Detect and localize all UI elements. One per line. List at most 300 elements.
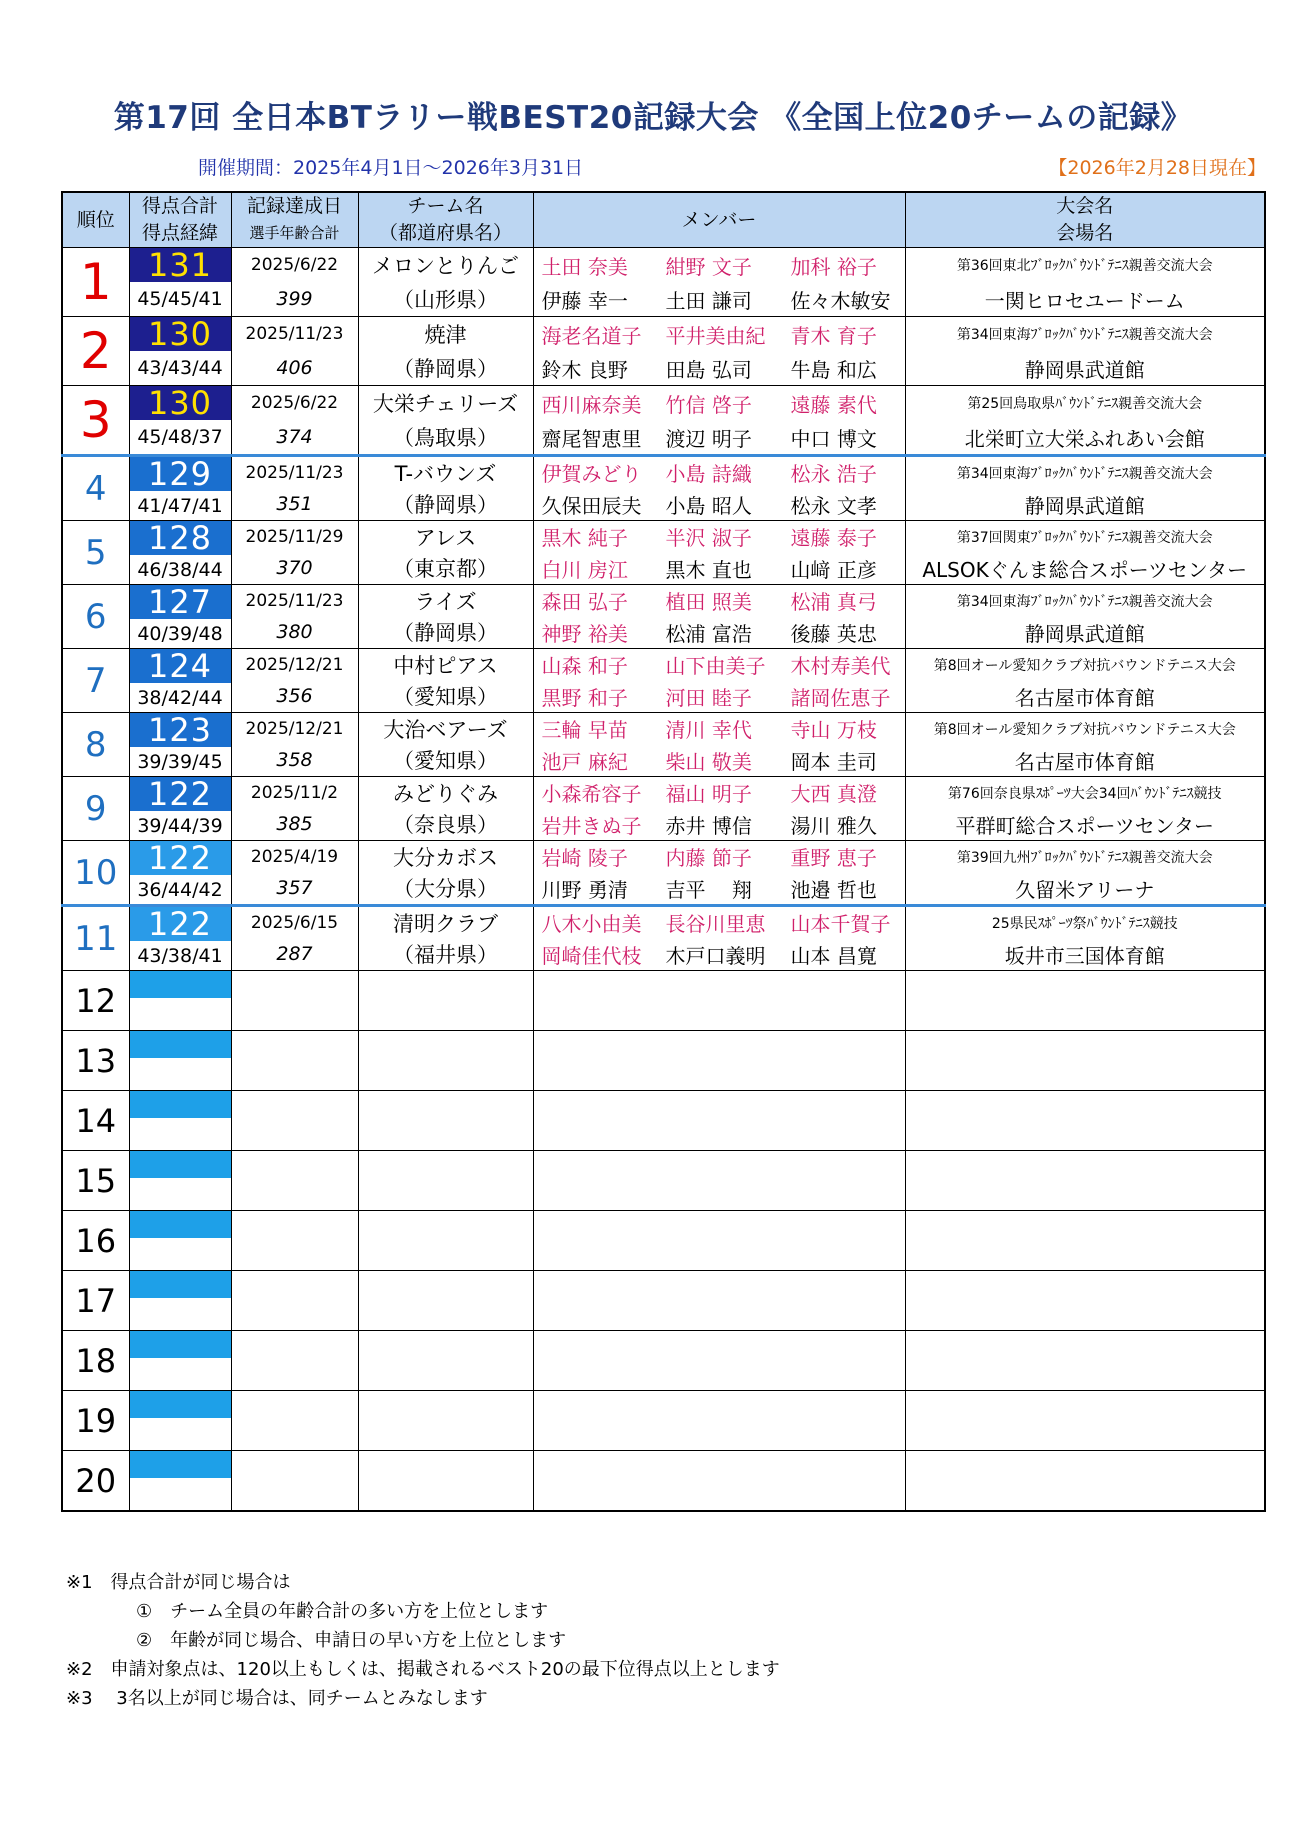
record-date: 2025/6/22 [250,255,339,275]
score-placeholder [130,1031,231,1058]
event-name: 第39回九州ﾌﾞﾛｯｸﾊﾞｳﾝﾄﾞﾃﾆｽ親善交流大会 [956,849,1213,866]
score-total: 130 [130,386,231,420]
member-name: 小島 昭人 [665,493,752,518]
member-name: 木戸口義明 [665,943,766,968]
member-name: 岡崎佳代枝 [541,943,642,968]
event-name: 25県民ｽﾎﾟｰﾂ祭ﾊﾞｳﾝﾄﾞﾃﾆｽ競技 [991,915,1178,932]
score-cell [129,971,231,1031]
member-name: 寺山 万枝 [790,718,877,743]
venue-cell [905,777,1265,841]
record-date: 2025/11/23 [245,590,344,611]
date-cell [231,386,358,456]
score-cell [129,248,231,317]
venue-cell [905,585,1265,649]
event-name: 第34回東海ﾌﾞﾛｯｸﾊﾞｳﾝﾄﾞﾃﾆｽ親善交流大会 [956,327,1213,343]
rank-number: 10 [62,841,129,906]
member-name: 小島 詩織 [665,462,752,487]
team-cell [358,386,533,456]
team-cell [358,971,533,1031]
venue-cell [905,456,1265,521]
date-cell [231,649,358,713]
venue-cell [905,906,1265,971]
score-total: 127 [130,585,231,619]
venue-name: 坂井市三国体育館 [1004,943,1165,968]
members-cell [533,1271,905,1331]
members-cell [533,649,905,713]
event-name: 第76回奈良県ｽﾎﾟｰﾂ大会34回ﾊﾞｳﾝﾄﾞﾃﾆｽ競技 [947,785,1222,802]
team-cell [358,1151,533,1211]
score-cell [129,1391,231,1451]
member-name: 半沢 淑子 [665,526,752,551]
members-cell [533,906,905,971]
member-name: 黒野 和子 [541,685,628,710]
venue-cell [905,386,1265,456]
score-placeholder [130,1391,231,1418]
date-cell [231,841,358,906]
age-total: 356 [276,685,313,708]
team-cell [358,248,533,317]
table-row [62,248,1265,317]
col-team-label: チーム名 [407,195,484,217]
team-cell [358,713,533,777]
member-name: 紺野 文子 [665,254,752,279]
table-row [62,456,1265,521]
record-date: 2025/4/19 [250,846,339,867]
team-prefecture: （奈良県） [393,813,498,838]
date-cell [231,317,358,386]
rank-number: 13 [62,1031,129,1091]
members-cell [533,386,905,456]
score-cell [129,1331,231,1391]
member-name: 川野 勇清 [541,877,628,902]
score-placeholder [130,971,231,998]
score-detail: 43/43/44 [137,357,223,379]
rank-number: 8 [62,713,129,777]
member-name: 重野 恵子 [790,846,877,871]
score-detail: 45/48/37 [137,426,223,448]
score-total: 129 [130,457,231,491]
team-name: T-バウンズ [394,461,497,486]
record-date: 2025/12/21 [245,718,344,739]
member-name: 伊賀みどり [541,462,642,487]
date-cell [231,521,358,585]
score-cell [129,906,231,971]
event-period: 開催期間：2025年4月1日～2026年3月31日 [198,157,584,179]
team-cell [358,456,533,521]
score-detail: 45/45/41 [137,288,223,310]
rank-number: 20 [62,1451,129,1512]
team-name: 大栄チェリーズ [372,392,519,416]
table-row [62,317,1265,386]
members-cell [533,713,905,777]
member-name: 池戸 麻紀 [541,749,628,774]
col-score [129,192,231,248]
member-name: 竹信 啓子 [665,392,752,417]
age-total: 385 [276,813,313,836]
team-name: 大治ベアーズ [383,717,508,742]
members-cell [533,1091,905,1151]
members-cell [533,456,905,521]
member-name: 木村寿美代 [790,654,891,679]
date-cell [231,585,358,649]
venue-name: 名古屋市体育館 [1014,685,1155,710]
record-date: 2025/6/15 [250,912,339,933]
team-cell [358,1451,533,1512]
member-name: 八木小由美 [541,912,642,937]
member-name: 内藤 節子 [665,846,752,871]
member-name: 土田 謙司 [665,288,752,313]
member-name: 岩崎 陵子 [541,846,628,871]
page-title: 第17回 全日本BTラリー戦BEST20記録大会 《全国上位20チームの記録》 [113,100,1193,136]
member-name: 松永 浩子 [790,462,877,487]
member-name: 佐々木敏安 [790,288,891,313]
age-total: 358 [276,749,313,772]
members-cell [533,1031,905,1091]
score-cell [129,1211,231,1271]
note-1-b: ② 年齢が同じ場合、申請日の早い方を上位とします [136,1630,567,1651]
rank-number: 16 [62,1211,129,1271]
venue-cell [905,971,1265,1031]
team-cell [358,649,533,713]
members-cell [533,1211,905,1271]
score-cell [129,1451,231,1512]
venue-name: 一関ヒロセユードーム [984,288,1185,313]
rank-number: 12 [62,971,129,1031]
venue-name: 久留米アリーナ [1015,877,1155,902]
score-total: 122 [130,777,231,811]
record-date: 2025/6/22 [250,393,339,413]
age-total: 399 [276,288,313,310]
member-name: 清川 幸代 [665,718,752,743]
member-name: 松浦 真弓 [790,590,877,615]
team-prefecture: （山形県） [393,288,498,312]
score-cell [129,456,231,521]
date-cell [231,248,358,317]
date-cell [231,713,358,777]
record-date: 2025/11/23 [245,324,344,344]
table-row [62,649,1265,713]
age-total: 287 [276,943,313,966]
event-name: 第34回東海ﾌﾞﾛｯｸﾊﾞｳﾝﾄﾞﾃﾆｽ親善交流大会 [956,465,1213,482]
venue-cell [905,248,1265,317]
table-row [62,841,1265,906]
score-total: 128 [130,521,231,555]
rank-number: 11 [62,906,129,971]
date-cell [231,1391,358,1451]
rank-number: 9 [62,777,129,841]
age-total: 370 [276,557,313,580]
team-cell [358,1031,533,1091]
table-row-empty [62,1151,1265,1211]
member-name: 渡辺 明子 [665,426,752,451]
date-cell [231,1091,358,1151]
member-name: 岡本 圭司 [790,749,877,774]
team-name: 中村ピアス [393,653,498,678]
score-cell [129,1091,231,1151]
table-row-empty [62,1031,1265,1091]
score-placeholder [130,1451,231,1478]
col-event-label: 大会名 [1056,195,1114,217]
age-total: 380 [276,621,313,644]
venue-cell [905,649,1265,713]
team-cell [358,317,533,386]
team-prefecture: （愛知県） [393,685,498,710]
member-name: 鈴木 良野 [541,357,628,382]
col-members: メンバー [533,192,905,248]
member-name: 青木 育子 [790,323,877,348]
score-cell [129,1151,231,1211]
table-row-empty [62,1211,1265,1271]
member-name: 松永 文孝 [790,493,877,518]
member-name: 山下由美子 [665,654,766,679]
members-cell [533,841,905,906]
member-name: 牛島 和広 [790,357,877,382]
record-date: 2025/11/23 [245,462,344,483]
table-row [62,521,1265,585]
member-name: 田島 弘司 [665,357,752,382]
member-name: 池邉 哲也 [790,877,877,902]
as-of-date: 【2026年2月28日現在】 [1048,157,1266,179]
score-total: 122 [130,841,231,875]
team-cell [358,841,533,906]
score-detail: 46/38/44 [137,558,223,581]
venue-cell [905,1271,1265,1331]
members-cell [533,521,905,585]
member-name: 山森 和子 [541,654,628,679]
date-cell [231,1031,358,1091]
event-name: 第34回東海ﾌﾞﾛｯｸﾊﾞｳﾝﾄﾞﾃﾆｽ親善交流大会 [956,593,1213,610]
col-team [358,192,533,248]
score-cell [129,777,231,841]
col-score-total: 得点合計 [141,195,218,217]
member-name: 諸岡佐恵子 [790,685,891,710]
team-prefecture: （愛知県） [393,749,498,774]
note-3: ※3 3名以上が同じ場合は、同チームとみなします [66,1688,488,1709]
venue-name: ALSOKぐんま総合スポーツセンター [922,557,1248,582]
team-prefecture: （静岡県） [393,621,498,646]
table-row-empty [62,971,1265,1031]
member-name: 小森希容子 [541,782,642,807]
member-name: 岩井きぬ子 [541,813,642,838]
rank-number: 6 [62,585,129,649]
col-pref-label: （都道府県名） [378,222,512,244]
score-placeholder [130,1211,231,1238]
record-date: 2025/12/21 [245,654,344,675]
team-cell [358,585,533,649]
score-placeholder [130,1271,231,1298]
venue-cell [905,521,1265,585]
team-name: 清明クラブ [393,911,498,936]
ranking-table [61,191,1266,1512]
event-name: 第8回オール愛知クラブ対抗バウンドテニス大会 [933,657,1236,674]
team-name: ライズ [414,589,477,614]
member-name: 長谷川里恵 [665,912,766,937]
member-name: 山本 昌寛 [790,943,877,968]
note-1-a: ① チーム全員の年齢合計の多い方を上位とします [136,1601,549,1622]
member-name: 海老名道子 [541,323,642,348]
score-cell [129,841,231,906]
member-name: 遠藤 素代 [790,392,877,417]
col-date-label: 記録達成日 [246,195,342,217]
table-row [62,585,1265,649]
venue-cell [905,1391,1265,1451]
venue-name: 北栄町立大栄ふれあい会館 [964,426,1205,451]
venue-cell [905,317,1265,386]
score-total: 130 [130,317,231,351]
member-name: 福山 明子 [665,782,752,807]
member-name: 山本千賀子 [790,912,891,937]
venue-cell [905,841,1265,906]
age-total: 357 [276,877,313,900]
score-cell [129,521,231,585]
team-name: みどりぐみ [393,781,498,806]
age-total: 351 [276,493,313,516]
date-cell [231,456,358,521]
rank-number: 1 [62,248,129,317]
members-cell [533,1451,905,1512]
score-detail: 38/42/44 [137,686,223,709]
event-name: 第37回関東ﾌﾞﾛｯｸﾊﾞｳﾝﾄﾞﾃﾆｽ親善交流大会 [956,529,1213,546]
date-cell [231,1271,358,1331]
score-cell [129,386,231,456]
table-row [62,386,1265,456]
score-total: 124 [130,649,231,683]
date-cell [231,1211,358,1271]
team-prefecture: （鳥取県） [393,426,498,450]
members-cell [533,1151,905,1211]
rank-number: 7 [62,649,129,713]
event-name: 第36回東北ﾌﾞﾛｯｸﾊﾞｳﾝﾄﾞﾃﾆｽ親善交流大会 [956,258,1213,274]
rank-number: 3 [62,386,129,456]
score-detail: 39/44/39 [137,814,223,837]
venue-cell [905,1091,1265,1151]
member-name: 黒木 直也 [665,557,752,582]
members-cell [533,1391,905,1451]
table-row-empty [62,1091,1265,1151]
members-cell [533,971,905,1031]
table-row-empty [62,1391,1265,1451]
age-total: 406 [276,357,313,379]
member-name: 黒木 純子 [541,526,628,551]
venue-cell [905,1331,1265,1391]
venue-cell [905,713,1265,777]
table-row-empty [62,1271,1265,1331]
team-name: 焼津 [424,323,467,347]
member-name: 伊藤 幸一 [541,288,628,313]
table-row-empty [62,1331,1265,1391]
age-total: 374 [276,426,313,448]
table-row-empty [62,1451,1265,1512]
venue-name: 平群町総合スポーツセンター [955,813,1214,838]
team-cell [358,521,533,585]
team-cell [358,1391,533,1451]
venue-cell [905,1151,1265,1211]
member-name: 柴山 敬美 [665,749,752,774]
note-2: ※2 申請対象点は、120以上もしくは、掲載されるベスト20の最下位得点以上とします [66,1659,780,1680]
table-header-row [62,192,1265,248]
member-name: 森田 弘子 [541,590,628,615]
member-name: 大西 真澄 [790,782,877,807]
date-cell [231,906,358,971]
member-name: 三輪 早苗 [541,718,628,743]
team-cell [358,906,533,971]
member-name: 神野 裕美 [541,621,628,646]
rank-number: 19 [62,1391,129,1451]
score-detail: 43/38/41 [137,944,223,967]
score-cell [129,1271,231,1331]
team-prefecture: （静岡県） [393,357,498,381]
score-detail: 36/44/42 [137,878,223,901]
team-cell [358,777,533,841]
score-cell [129,713,231,777]
member-name: 加科 裕子 [790,254,877,279]
date-cell [231,1151,358,1211]
venue-name: 静岡県武道館 [1024,357,1145,382]
venue-cell [905,1211,1265,1271]
member-name: 植田 照美 [665,590,752,615]
event-name: 第25回鳥取県ﾊﾞｳﾝﾄﾞﾃﾆｽ親善交流大会 [967,396,1203,412]
team-prefecture: （静岡県） [393,493,498,518]
members-cell [533,777,905,841]
col-age-label: 選手年齢合計 [249,224,340,242]
rank-number: 14 [62,1091,129,1151]
note-1: ※1 得点合計が同じ場合は [66,1572,291,1593]
venue-cell [905,1031,1265,1091]
member-name: 西川麻奈美 [541,392,642,417]
score-total: 122 [130,907,231,941]
rank-number: 18 [62,1331,129,1391]
member-name: 山﨑 正彦 [790,557,877,582]
team-name: メロンとりんご [372,254,519,278]
member-name: 河田 睦子 [665,685,752,710]
table-row [62,906,1265,971]
score-total: 131 [130,248,231,282]
team-prefecture: （福井県） [393,943,498,968]
score-cell [129,585,231,649]
team-cell [358,1211,533,1271]
member-name: 齋尾智恵里 [541,426,642,451]
member-name: 湯川 雅久 [790,813,877,838]
member-name: 遠藤 泰子 [790,526,877,551]
member-name: 赤井 博信 [665,813,752,838]
rank-number: 2 [62,317,129,386]
score-detail: 41/47/41 [137,494,223,517]
member-name: 土田 奈美 [541,254,628,279]
score-placeholder [130,1151,231,1178]
date-cell [231,1331,358,1391]
rank-number: 15 [62,1151,129,1211]
venue-cell [905,1451,1265,1512]
team-cell [358,1271,533,1331]
venue-name: 名古屋市体育館 [1014,749,1155,774]
member-name: 白川 房江 [541,557,628,582]
venue-name: 静岡県武道館 [1024,621,1145,646]
members-cell [533,317,905,386]
score-placeholder [130,1331,231,1358]
team-cell [358,1331,533,1391]
team-cell [358,1091,533,1151]
member-name: 平井美由紀 [665,323,766,348]
team-prefecture: （大分県） [393,877,498,902]
rank-number: 5 [62,521,129,585]
record-date: 2025/11/29 [245,526,344,547]
team-name: 大分カボス [393,845,498,870]
footnotes [66,1568,780,1713]
members-cell [533,585,905,649]
col-event [905,192,1265,248]
score-cell [129,1031,231,1091]
rank-number: 4 [62,456,129,521]
